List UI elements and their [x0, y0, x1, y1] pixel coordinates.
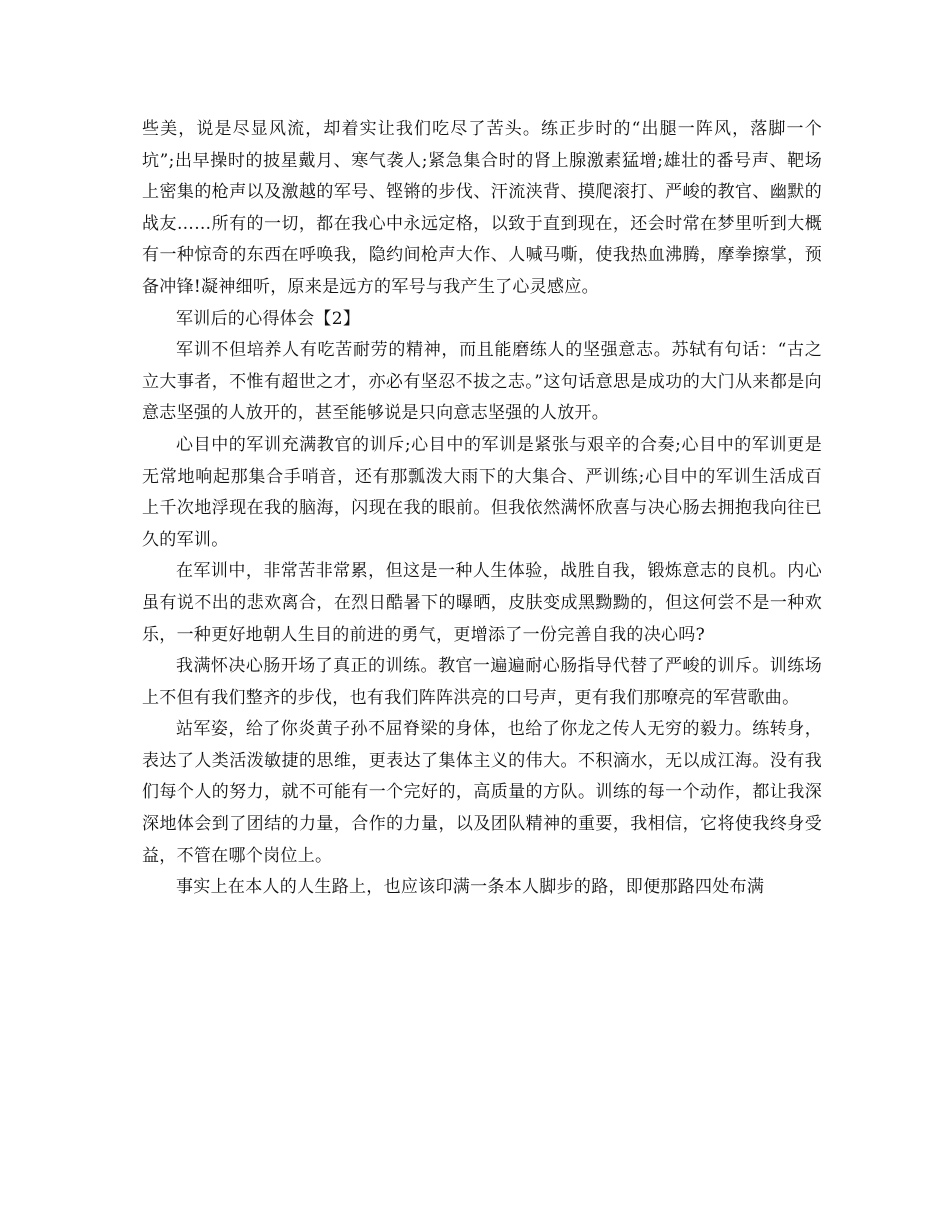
paragraph-5: 我满怀决心肠开场了真正的训练。教官一遍遍耐心肠指导代替了严峻的训斥。训练场上不但有我们整齐的步伐，也有我们阵阵洪亮的口号声，更有我们那嘹亮的军营歌曲。 [142, 656, 822, 708]
paragraph-1: 些美，说是尽显风流，却着实让我们吃尽了苦头。练正步时的“出腿一阵风，落脚一个坑”;出早操时的披星戴月、寒气袭人;紧急集合时的肾上腺激素猛增;雄壮的番号声、靶场上密集的枪声以及激越的军号、铿锵的步伐、汗流浃背、摸爬滚打、严峻的教官、幽默的战友……所有的一切，都在我心中永远定格，以致于直到现在，还会时常在梦里听到大概有一种惊奇的东西在呼唤我，隐约间枪声大作、人喊马嘶，使我热血沸腾，摩拳擦掌，预备冲锋!凝神细听，原来是远方的军号与我产生了心灵感应。 [142, 119, 822, 297]
paragraph-2: 军训不但培养人有吃苦耐劳的精神，而且能磨练人的坚强意志。苏轼有句话：“古之立大事者，不惟有超世之才，亦必有坚忍不拔之志。”这句话意思是成功的大门从来都是向意志坚强的人放开的，甚至能够说是只向意志坚强的人放开。 [142, 340, 822, 424]
paragraph-7: 事实上在本人的人生路上，也应该印满一条本人脚步的路，即便那路四处布满 [176, 877, 765, 898]
section-heading: 军训后的心得体会【2】 [176, 308, 361, 329]
paragraph-4: 在军训中，非常苦非常累，但这是一种人生体验，战胜自我，锻炼意志的良机。内心虽有说不出的悲欢离合，在烈日酷暑下的曝晒，皮肤变成黑黝黝的，但这何尝不是一种欢乐，一种更好地朝人生目的前进的勇气，更增添了一份完善自我的决心吗? [142, 561, 822, 645]
document-body [142, 114, 822, 904]
paragraph-6: 站军姿，给了你炎黄子孙不屈脊梁的身体，也给了你龙之传人无穷的毅力。练转身，表达了人类活泼敏捷的思维，更表达了集体主义的伟大。不积滴水，无以成江海。没有我们每个人的努力，就不可能有一个完好的，高质量的方队。训练的每一个动作，都让我深深地体会到了团结的力量，合作的力量，以及团队精神的重要，我相信，它将使我终身受益，不管在哪个岗位上。 [142, 719, 822, 866]
paragraph-3: 心目中的军训充满教官的训斥;心目中的军训是紧张与艰辛的合奏;心目中的军训更是无常地响起那集合手哨音，还有那瓢泼大雨下的大集合、严训练;心目中的军训生活成百上千次地浮现在我的脑海，闪现在我的眼前。但我依然满怀欣喜与决心肠去拥抱我向往已久的军训。 [142, 434, 822, 550]
